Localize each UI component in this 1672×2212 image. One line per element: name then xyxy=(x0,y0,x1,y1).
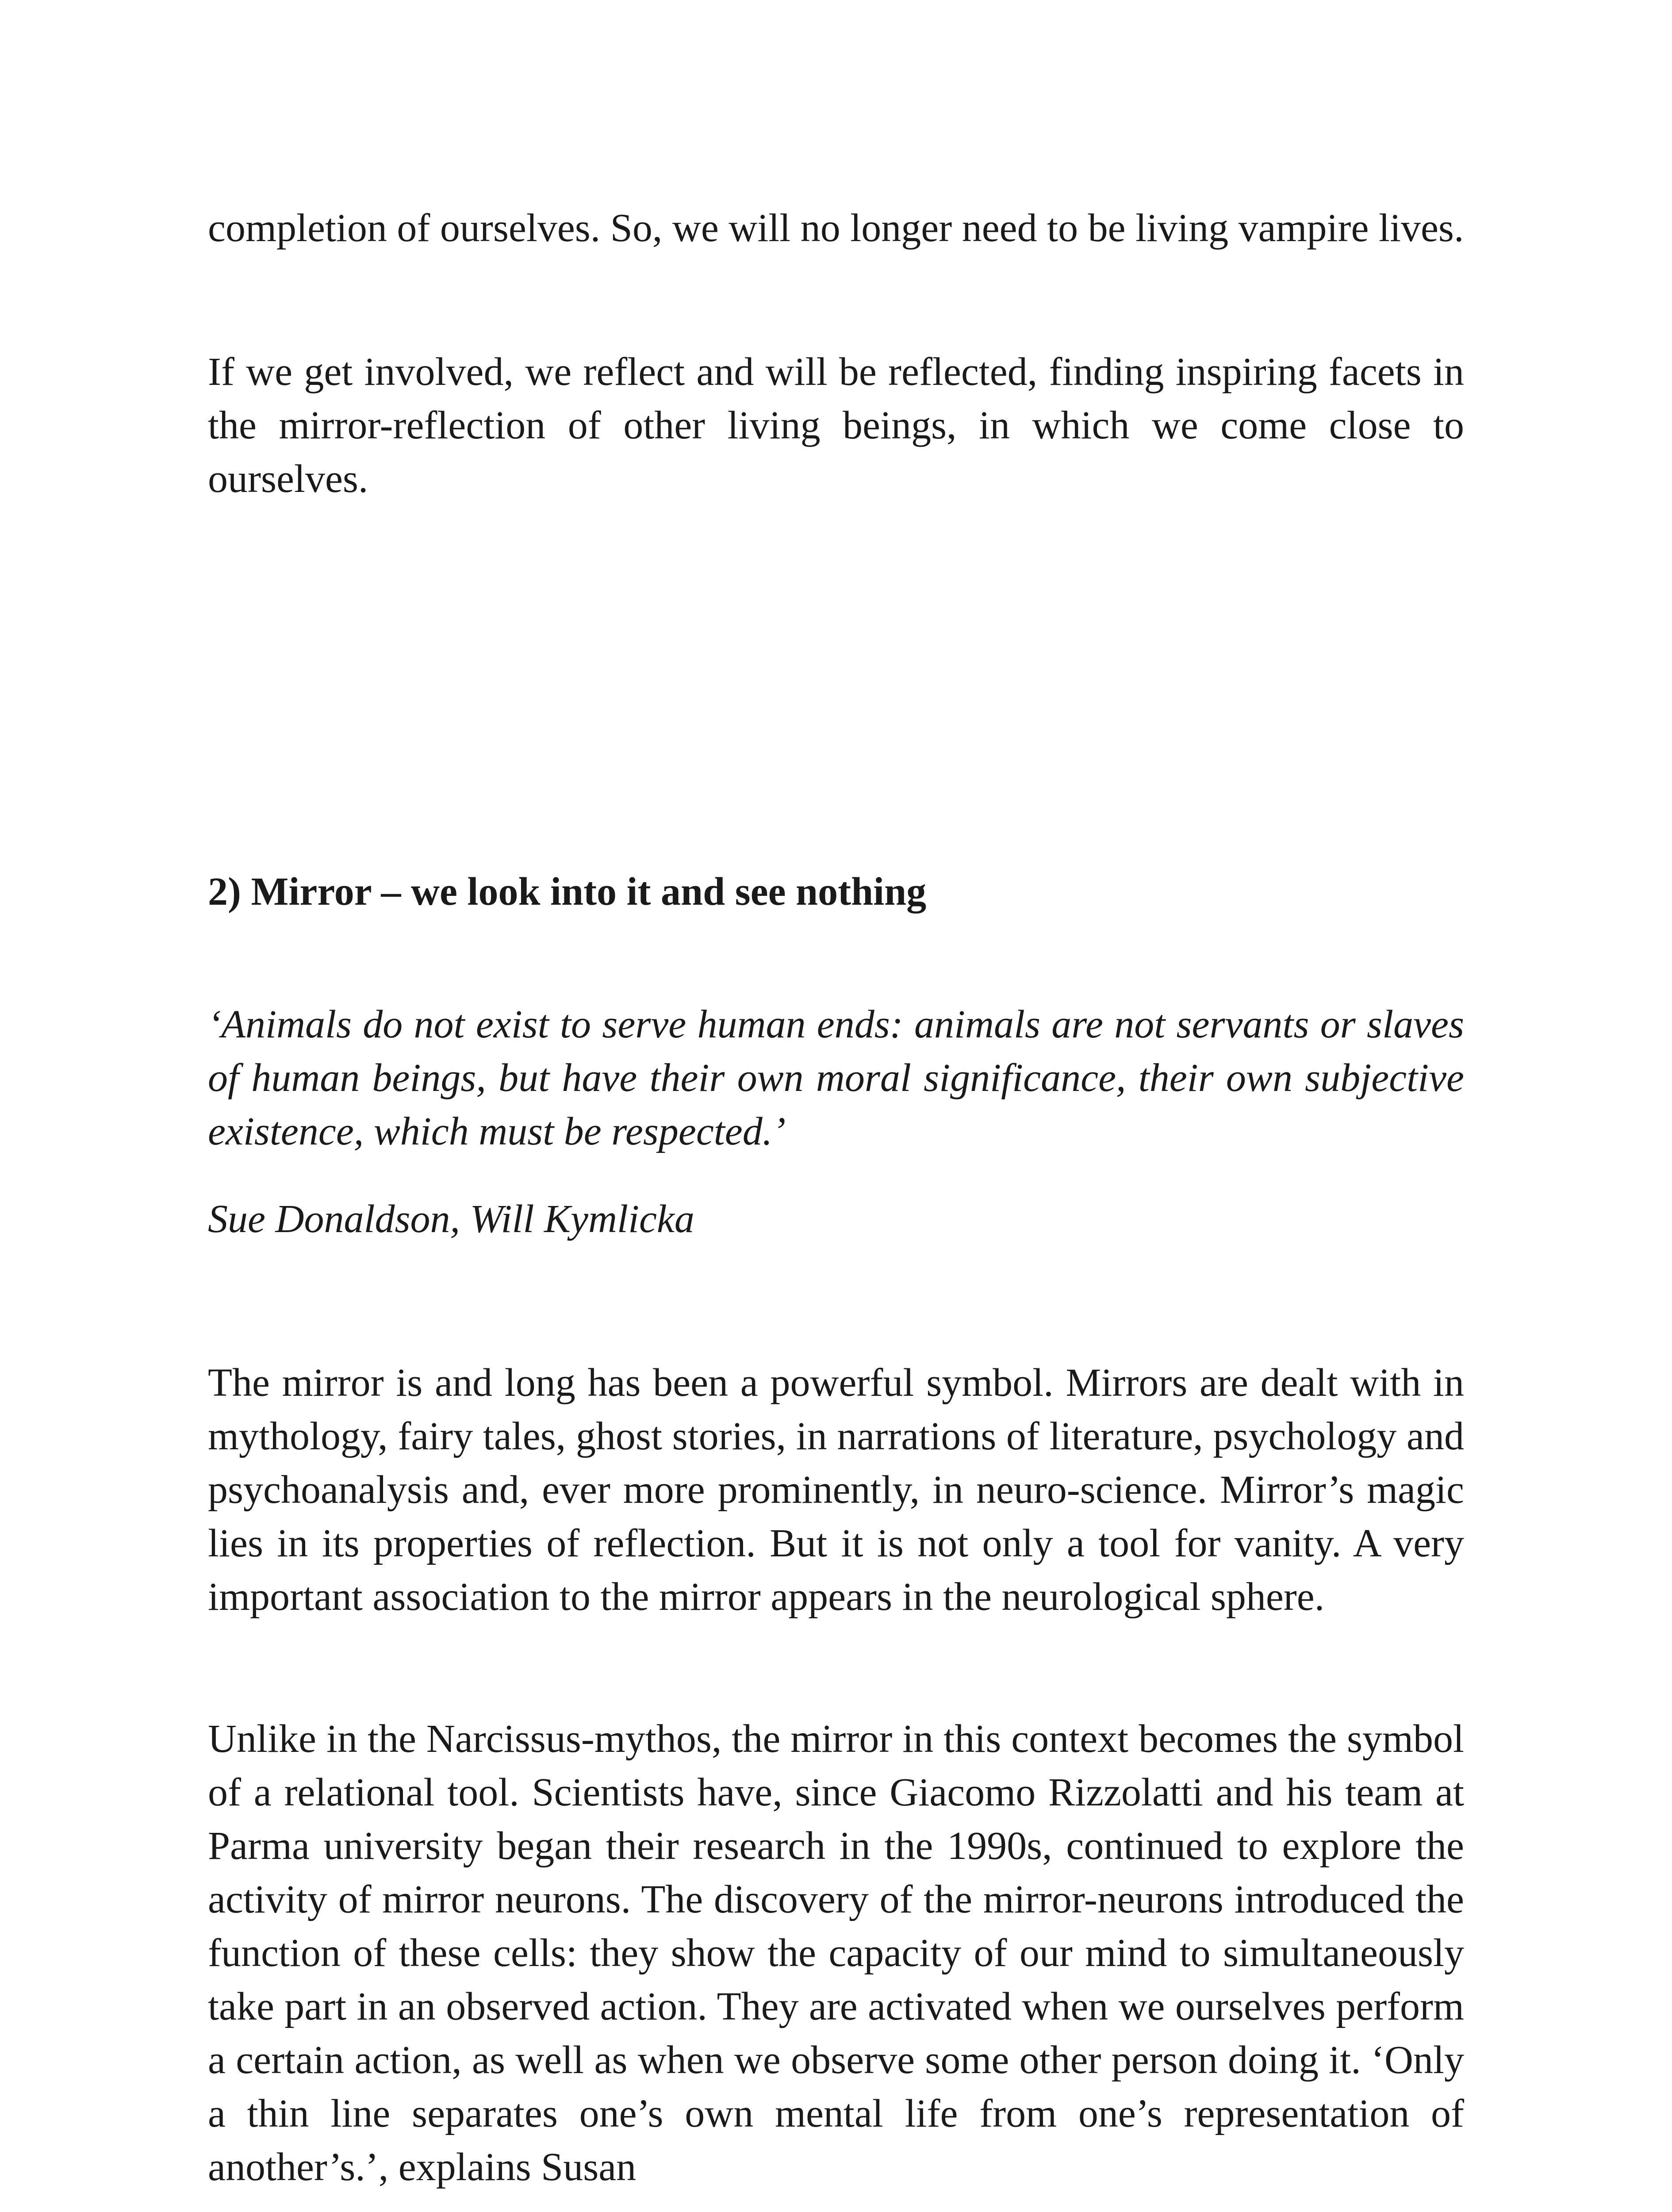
paragraph-reflection: If we get involved, we reflect and will be reflected, finding inspiring facets in the mirror-reflection of other living beings, in which we come close to ourselves. xyxy=(208,350,1464,501)
section-heading: 2) Mirror – we look into it and see nothing xyxy=(208,870,927,914)
paragraph-mirror-symbol: The mirror is and long has been a powerful symbol. Mirrors are dealt with in mythology, fairy tales, ghost stories, in narrations of literature, psychology and psychoanalysis and, ever more prominently, in neuro-science. Mirror’s magic lies in its properties of reflection. But it is not only a tool for vanity. A very important association to the mirror appears in the neurological sphere. xyxy=(208,1361,1464,1619)
paragraph-mirror-neurons: Unlike in the Narcissus-mythos, the mirror in this context becomes the symbol of a relational tool. Scientists have, since Giacomo Rizzolatti and his team at Parma university began their research in the 1990s, continued to explore the activity of mirror neurons. The discovery of the mirror-neurons introduced the function of these cells: they show the capacity of our mind to simultaneously take part in an observed action. They are activated when we ourselves perform a certain action, as well as when we observe some other person doing it. ‘Only a thin line separates one’s own mental life from one’s representation of another’s.’, explains Susan xyxy=(208,1717,1464,2189)
epigraph-attribution: Sue Donaldson, Will Kymlicka xyxy=(208,1197,694,1241)
epigraph-quote: ‘Animals do not exist to serve human ends: animals are not servants or slaves of human beings, but have their own moral significance, their own subjective existence, which must be respected.’ xyxy=(208,1002,1464,1153)
paragraph-continuation: completion of ourselves. So, we will no longer need to be living vampire lives. xyxy=(208,206,1464,250)
